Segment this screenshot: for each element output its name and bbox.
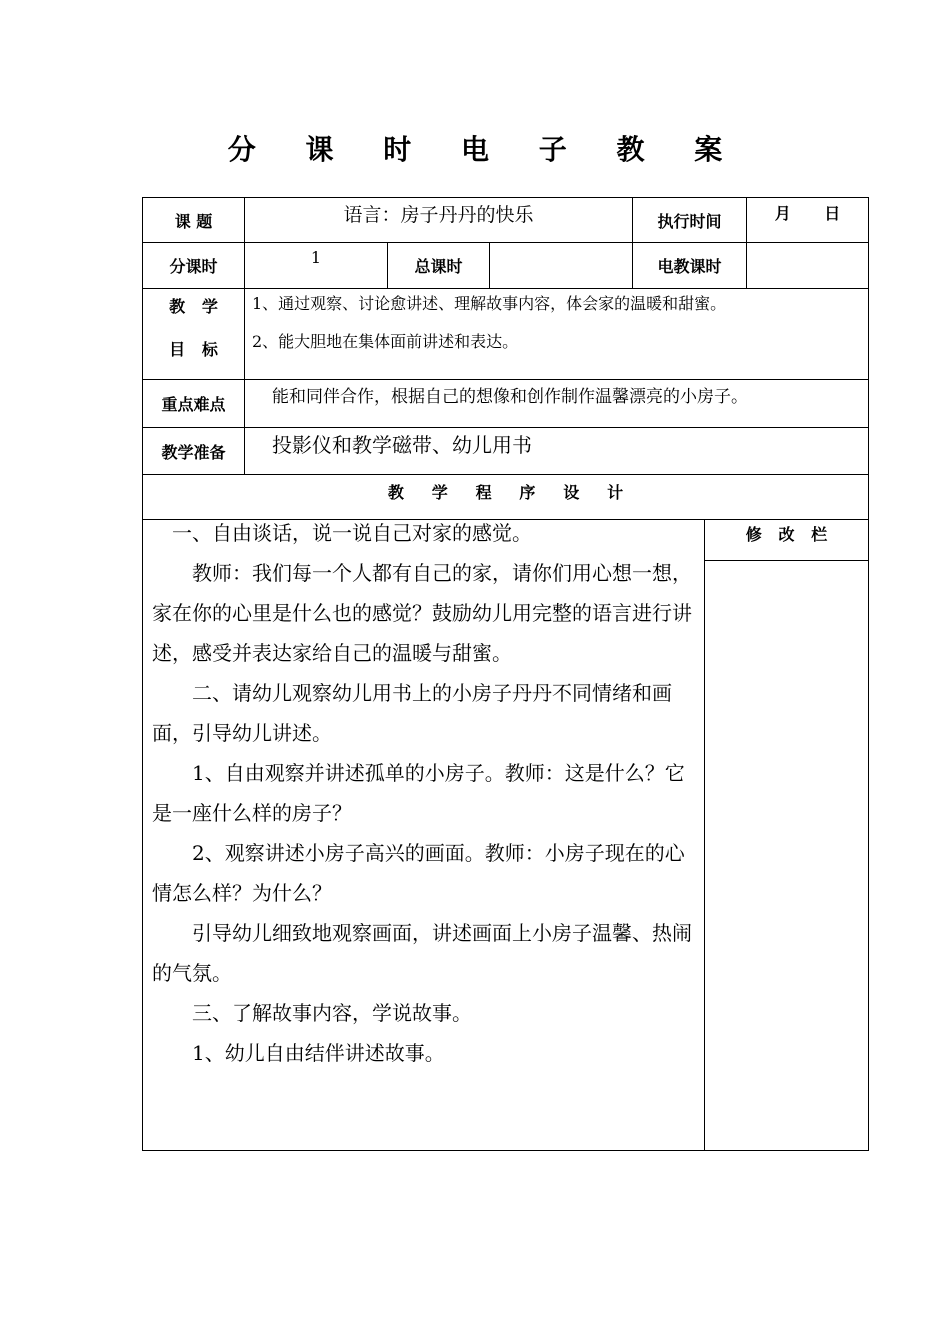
program-paragraph: 1、幼儿自由结伴讲述故事。 bbox=[152, 1041, 445, 1065]
goal-item: 2、能大胆地在集体面前讲述和表达。 bbox=[252, 332, 519, 351]
av-sessions-label: 电教课时 bbox=[657, 257, 722, 276]
goals-label-line1: 教 学 bbox=[169, 296, 218, 316]
program-paragraph: 引导幼儿细致地观察画面，讲述画面上小房子温馨、热闹的气氛。 bbox=[152, 921, 692, 985]
program-paragraph: 1、自由观察并讲述孤单的小房子。教师：这是什么？它是一座什么样的房子？ bbox=[152, 761, 685, 825]
av-sessions-value bbox=[747, 243, 868, 288]
program-paragraph: 一、自由谈话，说一说自己对家的感觉。 bbox=[152, 521, 532, 545]
preparation-label: 教学准备 bbox=[161, 442, 226, 462]
total-sessions-value bbox=[490, 243, 632, 288]
preparation-value: 投影仪和教学磁带、幼儿用书 bbox=[272, 433, 532, 457]
session-label: 分课时 bbox=[169, 257, 218, 276]
program-paragraph: 教师：我们每一个人都有自己的家，请你们用心想一想，家在你的心里是什么也的感觉？鼓励幼儿用完整的语言进行讲述，感受并表达家给自己的温暖与甜蜜。 bbox=[152, 561, 692, 665]
program-paragraph: 2、观察讲述小房子高兴的画面。教师：小房子现在的心情怎么样？为什么？ bbox=[152, 841, 685, 905]
program-header: 教 学 程 序 设 计 bbox=[387, 482, 624, 502]
program-paragraph: 三、了解故事内容，学说故事。 bbox=[152, 1001, 472, 1025]
key-points-label: 重点难点 bbox=[161, 395, 226, 414]
goal-item: 1、通过观察、讨论愈讲述、理解故事内容，体会家的温暖和甜蜜。 bbox=[252, 294, 727, 313]
program-paragraph: 二、请幼儿观察幼儿用书上的小房子丹丹不同情绪和画面，引导幼儿讲述。 bbox=[152, 681, 672, 745]
topic-value: 语言：房子丹丹的快乐 bbox=[343, 203, 534, 226]
revision-label: 修 改 栏 bbox=[745, 524, 828, 544]
exec-time-value: 月 日 bbox=[774, 203, 841, 223]
total-sessions-label: 总课时 bbox=[414, 257, 463, 276]
page-title: 分 课 时 电 子 教 案 bbox=[227, 133, 743, 166]
exec-time-label: 执行时间 bbox=[657, 211, 722, 231]
program-body bbox=[152, 513, 696, 1073]
topic-label: 课 题 bbox=[174, 211, 213, 231]
goals-label-line2: 目 标 bbox=[169, 339, 218, 359]
key-points-value: 能和同伴合作，根据自己的想像和创作制作温馨漂亮的小房子。 bbox=[272, 387, 748, 407]
session-value: 1 bbox=[310, 247, 322, 267]
